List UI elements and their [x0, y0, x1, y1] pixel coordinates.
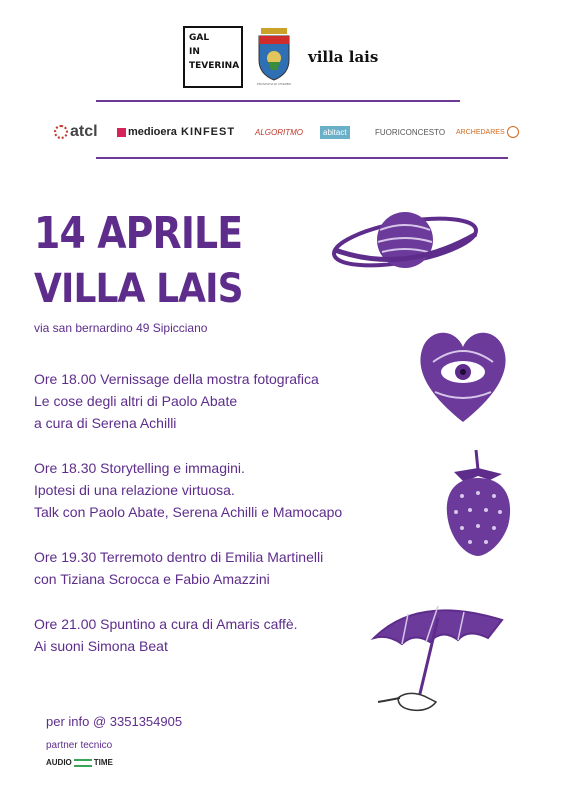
fuoriconcesto-logo: FUORICONCESTO — [375, 127, 446, 137]
program-item — [34, 546, 323, 590]
heart-eye-icon — [415, 322, 511, 428]
kinfest-logo: KINFEST — [181, 126, 236, 138]
program-item — [34, 457, 342, 523]
gal-logo-line: GAL — [189, 33, 210, 43]
program-line: con Tiziana Scrocca e Fabio Amazzini — [34, 571, 270, 587]
program-line: Ore 19.30 Terremoto dentro di Emilia Martinelli — [34, 549, 324, 565]
program-line: Ore 18.00 Vernissage della mostra fotografica — [34, 371, 319, 387]
medioera-logo: medioera — [117, 121, 177, 143]
program-item — [34, 368, 319, 434]
algoritmo-logo: ALGORITMO — [255, 127, 304, 137]
program-line: Ipotesi di una relazione virtuosa. — [34, 482, 235, 498]
soundwave-icon — [74, 759, 92, 767]
program-item — [34, 613, 298, 657]
atcl-dots-icon — [54, 125, 68, 139]
venue-address: via san bernardino 49 Sipicciano — [34, 321, 208, 335]
archedares-logo: ARCHEDARES — [456, 121, 519, 143]
program-line: Ore 21.00 Spuntino a cura di Amaris caffè. — [34, 616, 298, 632]
audio-time-logo: AUDIO TIME — [46, 758, 113, 767]
program-line: Ore 18.30 Storytelling e immagini. — [34, 460, 245, 476]
divider — [96, 157, 508, 159]
villa-lais-logo: villa lais — [308, 48, 379, 66]
program-line: Ai suoni Simona Beat — [34, 638, 168, 654]
program-line: Le cose degli altri di Paolo Abate — [34, 393, 238, 409]
saturn-icon — [330, 200, 480, 280]
gal-logo-line: TEVERINA — [189, 61, 240, 71]
divider — [96, 100, 460, 102]
medioera-square-icon — [117, 128, 126, 137]
strawberry-icon — [440, 448, 516, 558]
info-phone[interactable]: per info @ 3351354905 — [46, 714, 183, 729]
partner-label: partner tecnico — [46, 740, 113, 751]
program-line: Talk con Paolo Abate, Serena Achilli e Mamocapo — [34, 504, 343, 520]
gal-logo-line: IN — [189, 47, 200, 57]
event-venue: VILLA LAIS — [34, 266, 243, 312]
event-date: 14 APRILE — [34, 208, 243, 259]
gal-in-teverina-logo — [183, 26, 243, 88]
sun-icon — [507, 126, 519, 138]
abitact-logo: abitact — [320, 121, 350, 143]
umbrella-hand-icon — [368, 598, 508, 720]
svg-text:PROVINCIA DI VITERBO: PROVINCIA DI VITERBO — [256, 82, 292, 86]
atcl-logo: atcl — [54, 121, 98, 143]
program-line: a cura di Serena Achilli — [34, 415, 177, 431]
coat-of-arms-icon — [255, 24, 293, 86]
